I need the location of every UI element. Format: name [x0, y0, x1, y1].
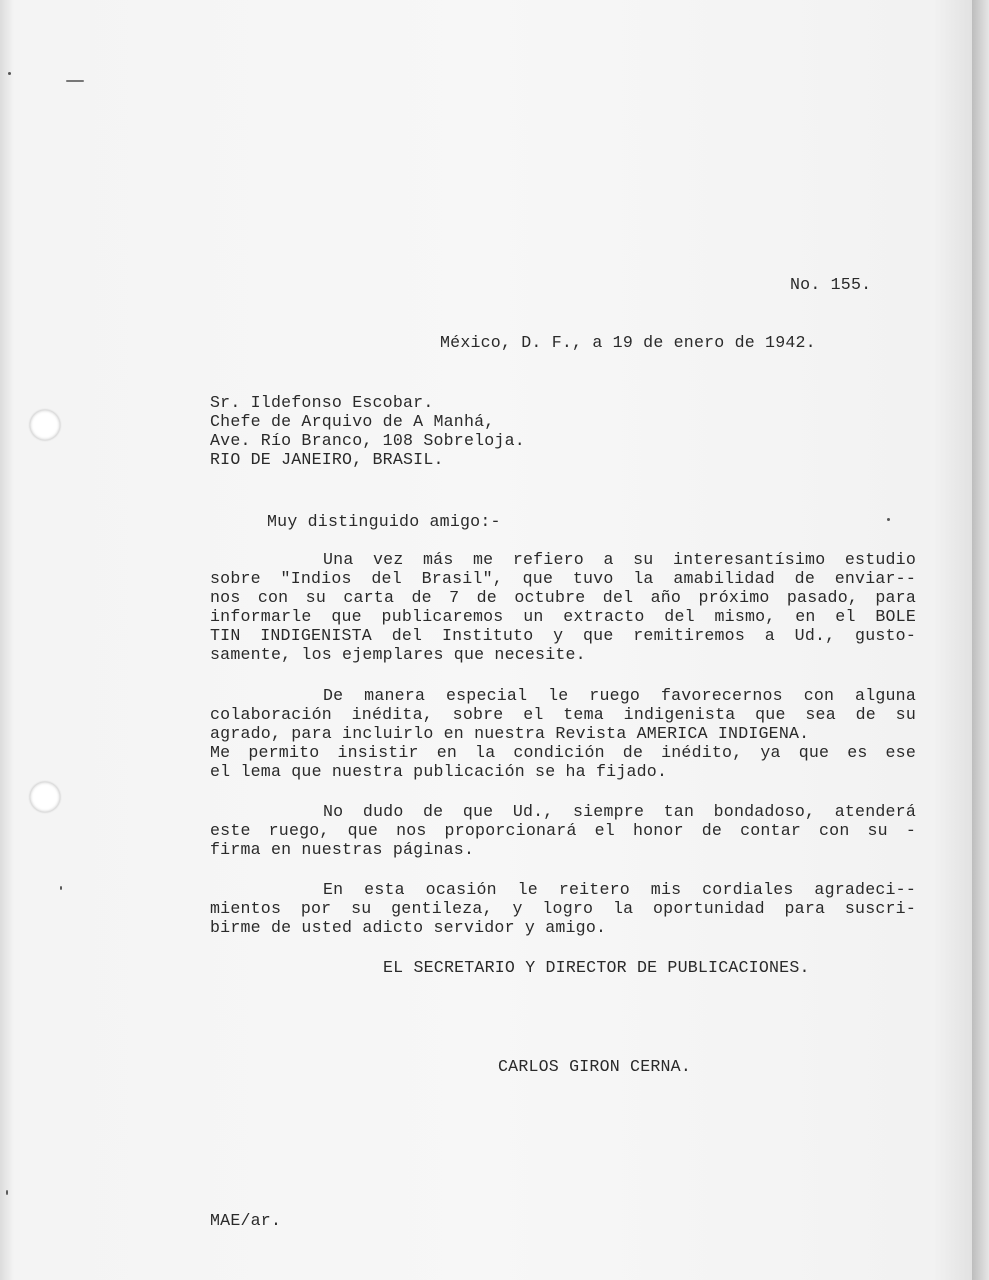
body-line: Una vez más me refiero a su interesantísimo estudio [323, 550, 916, 569]
recipient-title: Chefe de Arquivo de A Manhá, [210, 412, 495, 431]
body-line: agrado, para incluirlo en nuestra Revista AMERICA INDIGENA. [210, 724, 810, 743]
body-line: colaboración inédita, sobre el tema indigenista que sea de su [210, 705, 916, 724]
page-edge-shadow [972, 0, 989, 1280]
staple-mark [66, 80, 84, 82]
signer-name: CARLOS GIRON CERNA. [498, 1057, 691, 1076]
letter-date: México, D. F., a 19 de enero de 1942. [440, 333, 816, 352]
body-line: birme de usted adicto servidor y amigo. [210, 918, 607, 937]
body-line: sobre "Indios del Brasil", que tuvo la amabilidad de enviar-- [210, 569, 916, 588]
paper-speck [60, 886, 62, 890]
reference-initials: MAE/ar. [210, 1211, 282, 1230]
closing-title: EL SECRETARIO Y DIRECTOR DE PUBLICACIONES. [383, 958, 810, 977]
body-line: TIN INDIGENISTA del Instituto y que remitiremos a Ud., gusto- [210, 626, 916, 645]
body-line: De manera especial le ruego favorecernos con alguna [323, 686, 916, 705]
recipient-city: RIO DE JANEIRO, BRASIL. [210, 450, 444, 469]
recipient-street: Ave. Río Branco, 108 Sobreloja. [210, 431, 525, 450]
recipient-name: Sr. Ildefonso Escobar. [210, 393, 434, 412]
salutation: Muy distinguido amigo:- [267, 512, 501, 531]
body-line: firma en nuestras páginas. [210, 840, 475, 859]
body-line: informarle que publicaremos un extracto del mismo, en el BOLE [210, 607, 916, 626]
punch-hole-bottom [30, 782, 60, 812]
punch-hole-top [30, 410, 60, 440]
body-line: No dudo de que Ud., siempre tan bondadoso, atenderá [323, 802, 916, 821]
body-line: el lema que nuestra publicación se ha fijado. [210, 762, 668, 781]
body-line: mientos por su gentileza, y logro la oportunidad para suscri- [210, 899, 916, 918]
paper-speck [8, 72, 11, 75]
letter-number: No. 155. [790, 275, 872, 294]
body-line: este ruego, que nos proporcionará el honor de contar con su - [210, 821, 916, 840]
body-line: samente, los ejemplares que necesite. [210, 645, 586, 664]
paper-speck [887, 518, 890, 521]
body-line: Me permito insistir en la condición de inédito, ya que es ese [210, 743, 916, 762]
body-line: En esta ocasión le reitero mis cordiales agradeci-- [323, 880, 916, 899]
paper-speck [6, 1190, 8, 1195]
body-line: nos con su carta de 7 de octubre del año próximo pasado, para [210, 588, 916, 607]
